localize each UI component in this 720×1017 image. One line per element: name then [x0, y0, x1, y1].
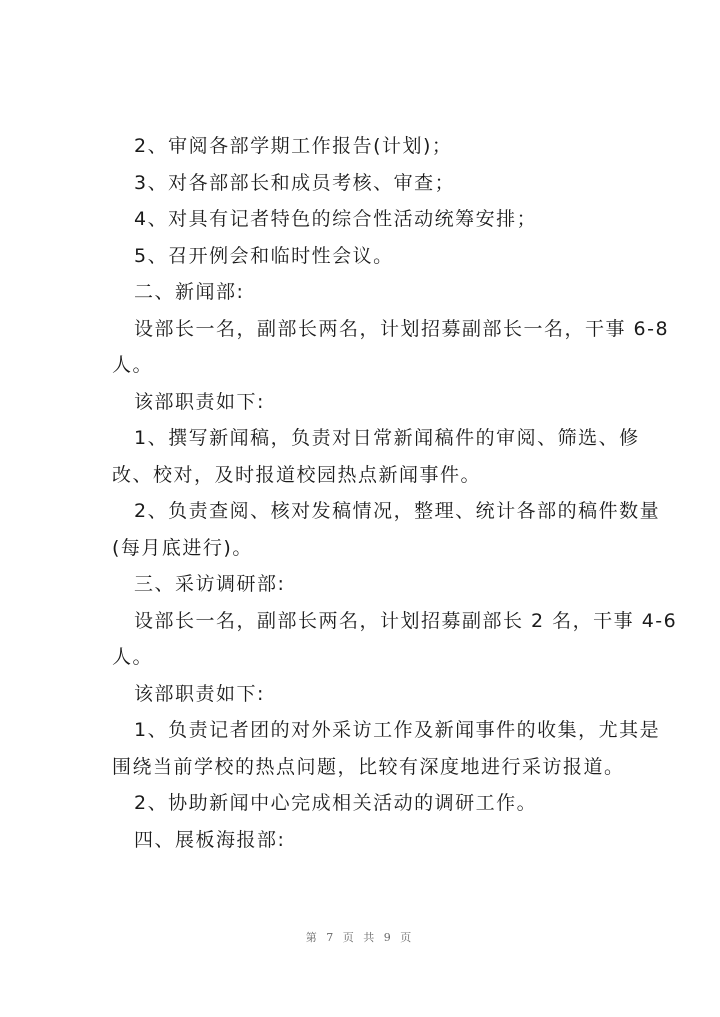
body-line: 5、召开例会和临时性会议。	[134, 244, 394, 267]
page-footer: 第 7 页 共 9 页	[305, 931, 415, 944]
section-heading: 二、新闻部:	[134, 281, 245, 303]
body-line: 人。	[112, 354, 154, 376]
body-line: 设部长一名，副部长两名，计划招募副部长 2 名，干事 4-6	[134, 609, 678, 632]
body-line: 2、协助新闻中心完成相关活动的调研工作。	[134, 792, 538, 814]
body-line: 设部长一名，副部长两名，计划招募副部长一名，干事 6-8	[134, 317, 670, 340]
body-line: 该部职责如下:	[134, 390, 265, 413]
body-line: 人。	[112, 646, 154, 668]
document-body	[112, 128, 678, 858]
body-line: 改、校对，及时报道校园热点新闻事件。	[112, 463, 482, 486]
section-heading: 四、展板海报部:	[134, 828, 286, 851]
body-line: 3、对各部部长和成员考核、审查；	[134, 171, 456, 194]
body-line: 1、负责记者团的对外采访工作及新闻事件的收集，尤其是	[134, 719, 661, 741]
body-line: 该部职责如下:	[134, 682, 265, 705]
body-line: 4、对具有记者特色的综合性活动统筹安排；	[134, 208, 538, 230]
body-line: (每月底进行)。	[112, 536, 253, 559]
body-line: 1、撰写新闻稿，负责对日常新闻稿件的审阅、筛选、修	[134, 427, 640, 449]
body-line: 2、审阅各部学期工作报告(计划)；	[134, 135, 453, 157]
body-line: 2、负责查阅、核对发稿情况，整理、统计各部的稿件数量	[134, 500, 661, 522]
body-line: 围绕当前学校的热点问题，比较有深度地进行采访报道。	[112, 755, 625, 778]
section-heading: 三、采访调研部:	[134, 573, 286, 595]
